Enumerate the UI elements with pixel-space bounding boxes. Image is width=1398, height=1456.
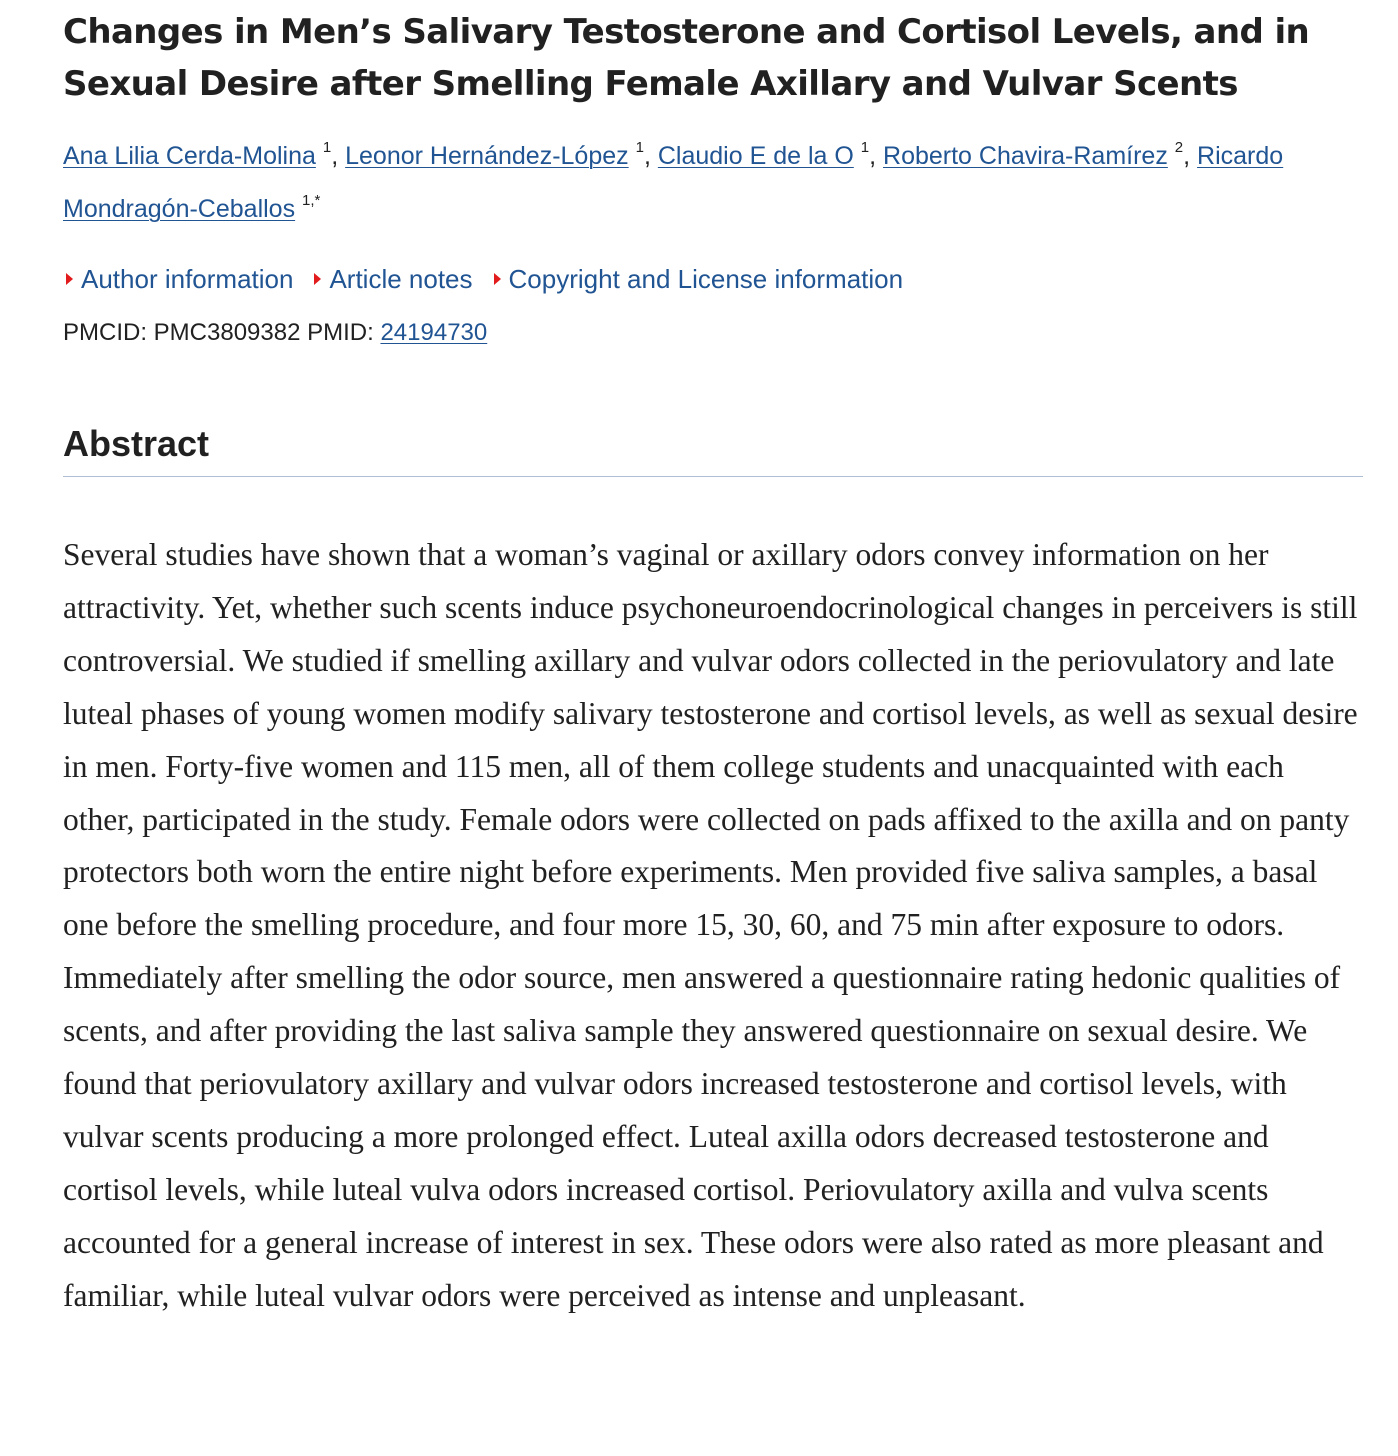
article-notes-label: Article notes — [329, 264, 473, 294]
affiliation-marker: 2 — [1174, 139, 1184, 156]
article-title: Changes in Men’s Salivary Testosterone and Cortisol Levels, and in Sexual Desire after Smelling Female Axillary and Vulvar Scents — [63, 12, 1310, 104]
affiliation-marker: 1 — [860, 139, 870, 156]
abstract-text: Several studies have shown that a woman’s vaginal or axillary odors convey information on her attractivity. Yet, whether such scents induce psychoneuroendocrinological changes in perceivers is still controversial. We studied if smelling axillary and vulvar odors collected in the periovulatory and late luteal phases of young women modify salivary testosterone and cortisol levels, as well as sexual desire in men. Forty-five women and 115 men, all of them college students and unacquainted with each other, participated in the study. Female odors were collected on pads affixed to the axilla and on panty protectors both worn the entire night before experiments. Men provided five saliva samples, a basal one before the smelling procedure, and four more 15, 30, 60, and 75 min after exposure to odors. Immediately after smelling the odor source, men answered a questionnaire rating hedonic qualities of scents, and after providing the last saliva sample they answered questionnaire on sexual desire. We found that periovulatory axillary and vulvar odors increased testosterone and cortisol levels, with vulvar scents producing a more prolonged effect. Luteal axilla odors decreased testosterone and cortisol levels, while luteal vulva odors increased cortisol. Periovulatory axilla and vulva scents accounted for a general increase of interest in sex. These odors were also rated as more pleasant and familiar, while luteal vulvar odors were perceived as intense and unpleasant. — [63, 537, 1358, 1313]
author-separator: , — [1183, 142, 1198, 170]
pmid-label: PMID: — [307, 319, 374, 346]
author-separator: , — [331, 142, 346, 170]
author-link[interactable]: Roberto Chavira-Ramírez — [883, 142, 1168, 170]
author-information-label: Author information — [81, 264, 294, 294]
author-link[interactable]: Leonor Hernández-López — [345, 142, 629, 170]
author-information-toggle[interactable] — [63, 262, 293, 296]
expand-triangle-icon — [494, 273, 501, 285]
affiliation-marker: 1,* — [302, 192, 321, 209]
article-notes-toggle[interactable] — [311, 262, 472, 296]
article-identifiers — [63, 316, 1363, 350]
copyright-license-toggle[interactable] — [491, 262, 904, 296]
pmcid-value: PMC3809382 — [153, 319, 301, 346]
author-list — [63, 130, 1363, 236]
expand-triangle-icon — [66, 273, 73, 285]
pmcid-label: PMCID: — [63, 319, 147, 346]
abstract-heading: Abstract — [63, 422, 1363, 477]
expand-triangle-icon — [314, 273, 321, 285]
affiliation-marker: 1 — [322, 139, 332, 156]
copyright-license-label: Copyright and License information — [508, 264, 904, 294]
pmid-link[interactable]: 24194730 — [380, 319, 488, 346]
author-separator: , — [643, 142, 658, 170]
affiliation-marker: 1 — [635, 139, 644, 156]
author-link[interactable]: Ana Lilia Cerda-Molina — [63, 142, 316, 170]
author-link[interactable]: Claudio E de la O — [657, 142, 854, 170]
article-page — [63, 0, 1363, 1354]
author-link[interactable]: Ricardo Mondragón-Ceballos — [63, 142, 1284, 223]
article-info-links — [63, 262, 1363, 296]
author-separator: , — [869, 142, 884, 170]
